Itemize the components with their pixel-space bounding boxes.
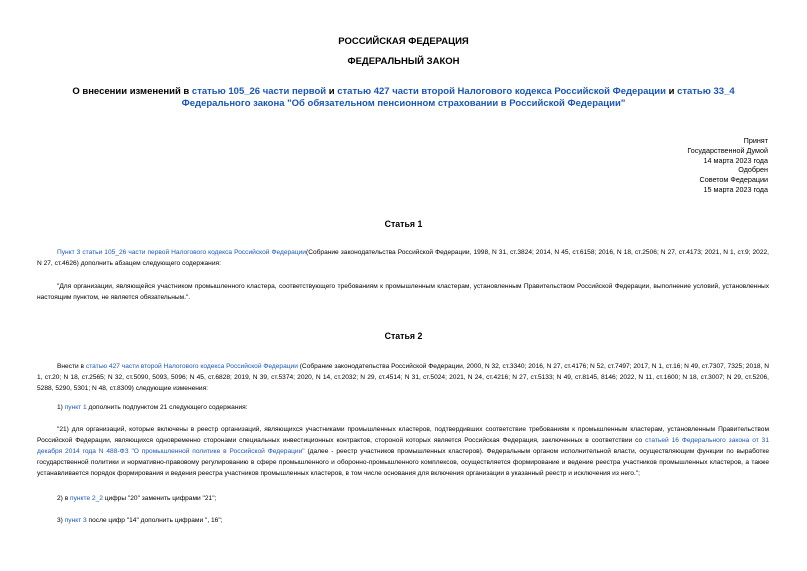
approved-label: Одобрен — [738, 165, 768, 175]
title-text-1: О внесении изменений в — [72, 86, 192, 97]
quote-link-law-488[interactable]: статьей 16 Федерального закона от 31 декабря 2014 года N 488-ФЗ "О промышленной политике в Российской Федерации" — [37, 437, 769, 455]
article-2-intro-text-2: (Собрание законодательства Российской Федерации, 2000, N 32, ст.3340; 2016, N 27, ст.4176; N 52, ст.7497; 2017, N 1, ст.16; N 49, ст.7307, 7325; 2018, N 1, ст.20; N 18, ст.2565; N 32, ст.5090, 5093, 5096; N 45, ст.6828; 2019, N 39, ст.5374; 2020, N 14, ст.2032; N 29, ст.4514; N 31, ст.5024; 2021, N 24, ст.4216; N 27, ст.5133; N 49, ст.8145, 8146; 2022, N 11, ст.1600; N 18, ст.3007; N 29, ст.5206, 5288, 5290, 5301; N 48, ст.8309) следующие изменения: — [37, 363, 769, 392]
title-link-article-105-26[interactable]: статью 105_26 части первой — [191, 86, 327, 97]
article-1-link[interactable]: Пункт 3 статьи 105_26 части первой Налогового кодекса Российской Федерации — [57, 249, 306, 256]
quote-text-2: (далее - реестр участников промышленных кластеров). Федеральным органом исполнительной власти, осуществляющим функции по выработке государственной политики и нормативно-правовому регулированию в сфере промышленного и оборонно-промышленного комплексов, осуществляется формирование и ведение реестра участников промышленных кластеров, а также устанавливается порядок формирования и ведения реестра участников промышленных кластеров, в том числе основания для включения организации в указанный реестр и исключения из него."; — [37, 448, 770, 477]
article-2-quote — [37, 424, 769, 479]
article-1-paragraph-1-text: (Собрание законодательства Российской Федерации, 1998, N 31, ст.3824; 2014, N 45, ст.6158; 2016, N 18, ст.2506; N 27, ст.4173; 2021, N 1, ст.9; 2022, N 27, ст.4626) дополнить абзацем следующего содержания: — [37, 249, 769, 267]
article-1-quote: "Для организации, являющейся участником промышленного кластера, соответствующего требованиям к промышленным кластерам, установленным Правительством Российской Федерации, выполнение условий, установленных настоящим пунктом, не является обязательным.". — [37, 283, 769, 301]
law-title — [40, 86, 767, 110]
accepted-date: 14 марта 2023 года — [703, 155, 768, 165]
article-2-heading: Статья 2 — [384, 331, 423, 341]
accepted-label: Принят — [743, 136, 768, 145]
accepted-body: Государственной Думой — [687, 145, 768, 155]
adoption-info — [687, 136, 768, 195]
article-1-heading: Статья 1 — [384, 219, 423, 229]
article-2-item-2 — [37, 493, 769, 504]
article-2-link-article-427[interactable]: статью 427 части второй Налогового кодекса Российской Федерации — [85, 363, 298, 370]
country-heading: РОССИЙСКАЯ ФЕДЕРАЦИЯ — [338, 36, 469, 47]
title-link-article-427[interactable]: статью 427 части второй Налогового кодекса Российской Федерации — [337, 86, 666, 97]
doc-type-heading: ФЕДЕРАЛЬНЫЙ ЗАКОН — [347, 56, 460, 67]
item-2-number: 2) в — [57, 495, 71, 502]
approved-body: Советом Федерации — [699, 175, 768, 185]
article-2-intro-text-1: Внести в — [57, 363, 86, 370]
item-3-text: после цифр "14" дополнить цифрами ", 16"; — [86, 517, 223, 524]
approved-date: 15 марта 2023 года — [703, 184, 768, 194]
item-2-link[interactable]: пункте 2_2 — [70, 495, 103, 502]
item-1-text: дополнить подпунктом 21 следующего содержания: — [86, 404, 248, 411]
article-2-item-1 — [37, 402, 769, 413]
item-2-text: цифры "20" заменить цифрами "21"; — [102, 495, 217, 502]
article-1-paragraph-1 — [37, 247, 769, 269]
item-3-link[interactable]: пункт 3 — [64, 517, 87, 524]
item-3-number: 3) — [57, 517, 65, 524]
title-link-article-33-4[interactable]: статью 33_4 Федерального закона "Об обязательном пенсионном страховании в Российской Федерации" — [181, 86, 735, 109]
article-2-item-3 — [37, 515, 769, 526]
article-2-intro — [37, 361, 769, 394]
quote-text-1: "21) для организаций, которые включены в реестр организаций, являющихся участниками промышленных кластеров, подтвердивших соответствие требованиям к промышленным кластерам, установленным Правительством Российской Федерации, являющихся одновременно сторонами специальных инвестиционных контрактов, стороной которых является Российская Федерация, заключенных в соответствии со — [37, 426, 769, 444]
item-1-link[interactable]: пункт 1 — [64, 404, 87, 411]
title-text-3: и — [665, 86, 678, 97]
item-1-number: 1) — [57, 404, 65, 411]
title-text-2: и — [326, 86, 338, 97]
